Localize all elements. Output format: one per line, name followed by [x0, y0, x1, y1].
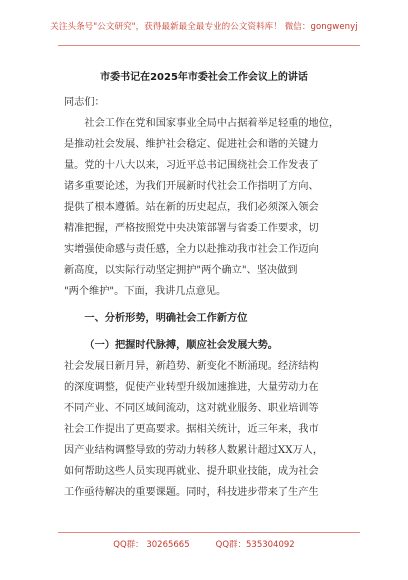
subsection-paragraph — [64, 335, 360, 503]
intro-paragraph — [64, 113, 360, 302]
subsection-line: 社会发展日新月异，新趋势、新变化不断涌现。经济结构 — [64, 361, 319, 372]
intro-line: 是推动社会发展、维护社会稳定、促进社会和谐的关键力 — [64, 139, 319, 150]
qq-group-2: QQ群：535304092 — [215, 540, 295, 550]
intro-line: 精准把握，严格按照党中央决策部署与省委工作要求，切 — [64, 223, 319, 234]
subsection-heading: （一）把握时代脉搏，顺应社会发展大势。 — [84, 340, 278, 351]
subsection-line: 社会工作提出了更高要求。据相关统计，近三年来，我市 — [64, 424, 319, 435]
intro-line: 提供了根本遵循。站在新的历史起点，我们必须深入领会 — [64, 202, 319, 213]
intro-line: 社会工作在党和国家事业全局中占据着举足轻重的地位， — [84, 118, 340, 129]
header-note: 关注头条号"公文研究"，获得最新最全最专业的公文资料库！ 微信：gongwenyj — [50, 22, 358, 32]
qq-group-1: QQ群： 30265665 — [113, 540, 190, 550]
footer-divider — [58, 532, 360, 533]
document-body — [64, 92, 360, 503]
intro-line: 量。党的十八大以来，习近平总书记围绕社会工作发表了 — [64, 160, 319, 171]
subsection-line: 的深度调整，促使产业转型升级加速推进，大量劳动力在 — [64, 382, 319, 393]
subsection-line: 工作亟待解决的重要课题。同时，科技进步带来了生产生 — [64, 487, 319, 498]
subsection-line: 不同产业、不同区域间流动，这对就业服务、职业培训等 — [64, 403, 319, 414]
header-divider — [58, 45, 360, 46]
intro-line: 诸多重要论述，为我们开展新时代社会工作指明了方向、 — [64, 181, 319, 192]
intro-line: 实增强使命感与责任感，全力以赴推动我市社会工作迈向 — [64, 244, 319, 255]
section-heading: 一、分析形势，明确社会工作新方位 — [84, 313, 248, 324]
intro-line: "两个维护"。下面，我讲几点意见。 — [64, 286, 227, 297]
intro-line: 新高度，以实际行动坚定拥护"两个确立"、坚决做到 — [64, 265, 298, 276]
subsection-line: 如何帮助这些人员实现再就业、提升职业技能，成为社会 — [64, 466, 319, 477]
document-title: 市委书记在2025年市委社会工作会议上的讲话 — [100, 72, 308, 83]
salutation: 同志们： — [64, 97, 105, 108]
subsection-line: 因产业结构调整导致的劳动力转移人数累计超过XX万人， — [64, 445, 324, 456]
footer — [0, 538, 408, 550]
